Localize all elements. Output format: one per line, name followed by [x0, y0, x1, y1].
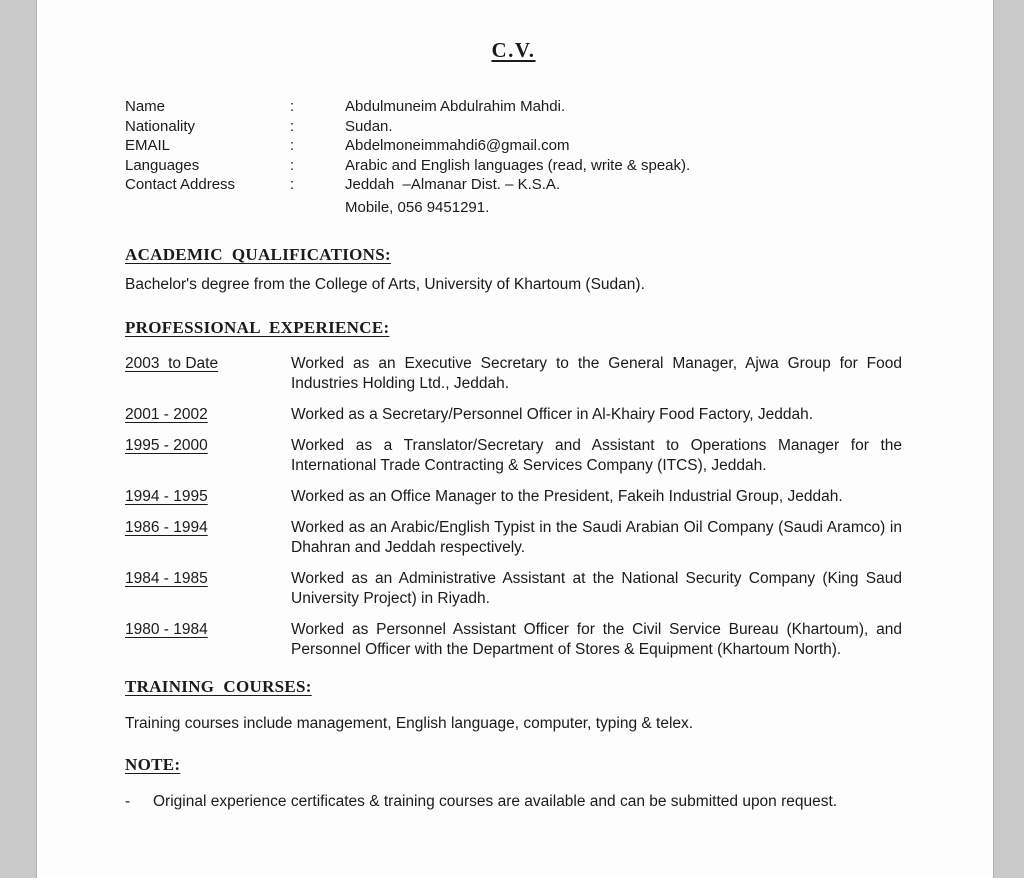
info-row	[125, 117, 902, 137]
experience-period: 1980 - 1984	[125, 620, 208, 638]
info-value: Abdulmuneim Abdulrahim Mahdi.	[345, 98, 566, 115]
training-courses-text: Training courses include management, English language, computer, typing & telex.	[125, 714, 694, 732]
experience-period: 1995 - 2000	[125, 436, 208, 454]
cv-page	[37, 0, 993, 878]
info-row	[125, 175, 902, 195]
experience-period: 1986 - 1994	[125, 518, 208, 536]
info-colon: :	[290, 137, 295, 154]
section-heading-experience-text: PROFESSIONAL EXPERIENCE:	[125, 317, 390, 337]
experience-period: 1984 - 1985	[125, 569, 208, 587]
info-colon: :	[290, 156, 295, 174]
personal-info-block	[125, 97, 902, 216]
section-heading-note-text: NOTE:	[125, 754, 181, 774]
academic-qualification-text: Bachelor's degree from the College of Arts, University of Khartoum (Sudan).	[125, 275, 645, 293]
info-label: Name	[125, 98, 166, 115]
experience-period: 1994 - 1995	[125, 487, 208, 505]
experience-period: 2001 - 2002	[125, 405, 208, 423]
page-title	[125, 38, 902, 62]
experience-row	[125, 487, 902, 507]
info-label: Languages	[125, 156, 200, 174]
info-label: EMAIL	[125, 137, 171, 154]
experience-row	[125, 405, 902, 425]
mobile-number: Mobile, 056 9451291.	[345, 198, 490, 216]
info-label: Nationality	[125, 117, 196, 135]
experience-row	[125, 620, 902, 660]
page-title-text: C.V.	[491, 38, 536, 62]
experience-description: Worked as an Arabic/English Typist in the Saudi Arabian Oil Company (Saudi Aramco) in Dhahran and Jeddah respectively.	[291, 518, 902, 556]
note-bullet: -	[125, 792, 131, 810]
info-value: Arabic and English languages (read, write & speak).	[345, 156, 691, 174]
viewer-left-margin	[0, 0, 37, 878]
experience-description: Worked as a Translator/Secretary and Assistant to Operations Manager for the International Trade Contracting & Services Company (ITCS), Jeddah.	[291, 436, 902, 474]
info-colon: :	[290, 117, 295, 135]
info-row	[125, 136, 902, 156]
info-row	[125, 97, 902, 117]
experience-description: Worked as an Office Manager to the President, Fakeih Industrial Group, Jeddah.	[291, 487, 843, 505]
info-value: Jeddah –Almanar Dist. – K.S.A.	[345, 176, 561, 193]
info-colon: :	[290, 98, 295, 115]
experience-row	[125, 354, 902, 394]
section-heading-academic-text: ACADEMIC QUALIFICATIONS:	[125, 244, 391, 264]
note-text: Original experience certificates & training courses are available and can be submitted upon request.	[153, 792, 838, 810]
experience-row	[125, 569, 902, 609]
note-item	[125, 792, 902, 812]
info-row	[125, 156, 902, 176]
experience-period: 2003 to Date	[125, 354, 219, 372]
info-colon: :	[290, 176, 295, 193]
section-heading-training-text: TRAINING COURSES:	[125, 676, 312, 696]
section-heading-note	[125, 754, 902, 775]
experience-description: Worked as Personnel Assistant Officer for the Civil Service Bureau (Khartoum), and Personnel Officer with the Department of Stores & Equipment (Khartoum North).	[291, 620, 902, 658]
viewer-right-margin	[993, 0, 1024, 878]
experience-list	[125, 354, 902, 660]
experience-row	[125, 518, 902, 558]
experience-row	[125, 436, 902, 476]
experience-description: Worked as a Secretary/Personnel Officer in Al-Khairy Food Factory, Jeddah.	[291, 405, 814, 423]
section-heading-academic	[125, 244, 902, 265]
info-value: Abdelmoneimmahdi6@gmail.com	[345, 137, 570, 154]
section-heading-training	[125, 676, 902, 697]
experience-description: Worked as an Administrative Assistant at the National Security Company (King Saud University Project) in Riyadh.	[291, 569, 902, 607]
info-label: Contact Address	[125, 176, 236, 193]
info-value: Sudan.	[345, 117, 393, 135]
section-heading-experience	[125, 317, 902, 338]
experience-description: Worked as an Executive Secretary to the General Manager, Ajwa Group for Food Industries Holding Ltd., Jeddah.	[291, 354, 902, 392]
